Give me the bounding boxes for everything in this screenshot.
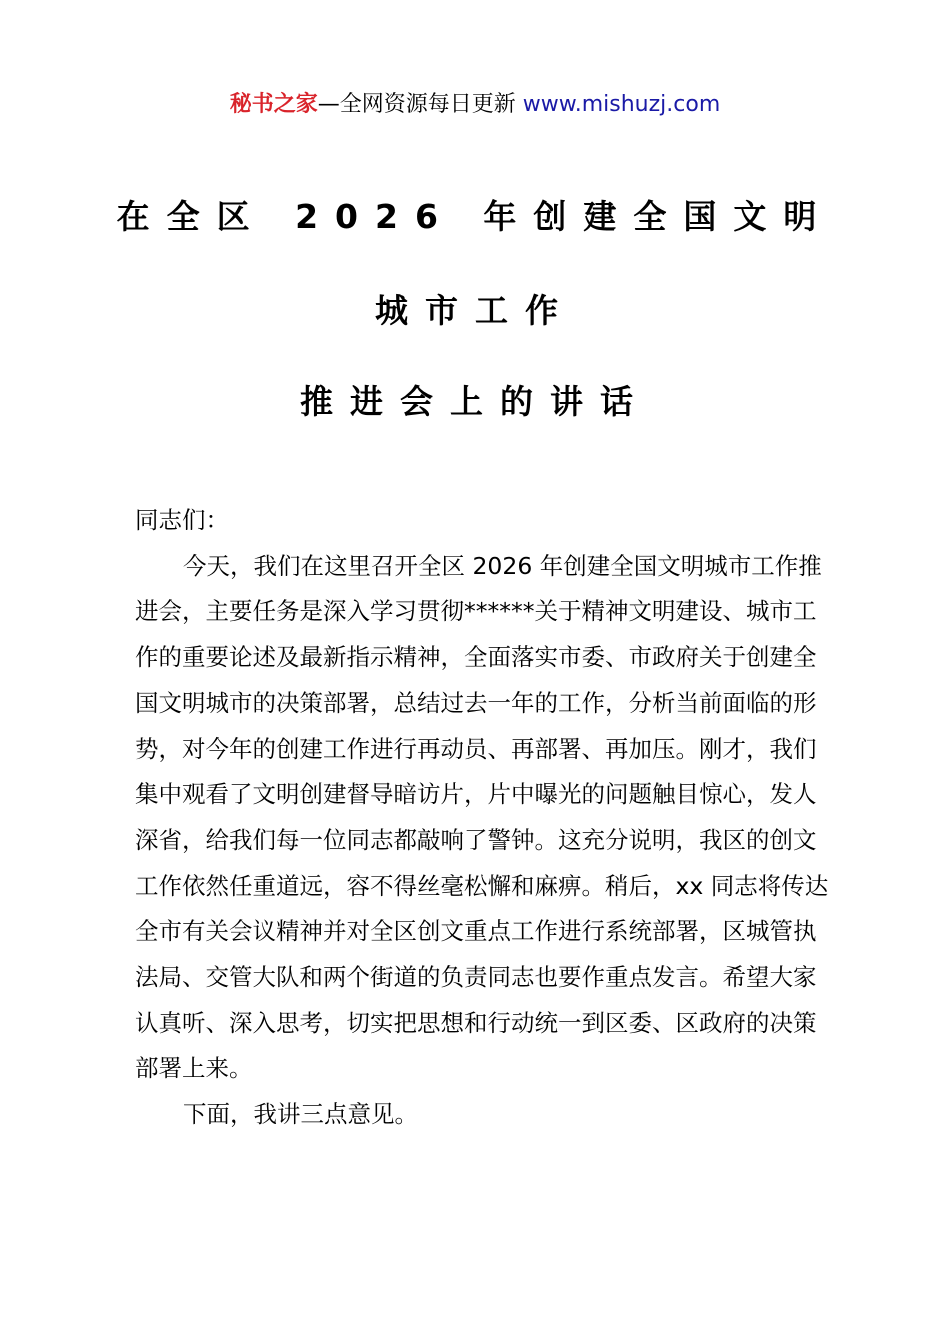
site-url-link[interactable]: www.mishuzj.com <box>522 92 721 117</box>
brand-name: 秘书之家 <box>229 92 318 117</box>
document-body <box>135 498 835 1138</box>
salutation: 同志们： <box>135 506 229 534</box>
document-title-line-1: 在全区 2026 年创建全国文明 <box>116 197 834 236</box>
document-title-line-3: 推进会上的讲话 <box>300 382 650 421</box>
paragraph-2: 下面，我讲三点意见。 <box>183 1100 418 1129</box>
site-header <box>0 88 950 122</box>
paragraph-1: 今天，我们在这里召开全区 2026 年创建全国文明城市工作推进会，主要任务是深入学习贯彻******关于精神文明建设、城市工作的重要论述及最新指示精神，全面落实市委、市政府关于创建全国文明城市的决策部署，总结过去一年的工作，分析当前面临的形势，对今年的创建工作进行再动员、再部署、再加压。刚才，我们集中观看了文明创建督导暗访片，片中曝光的问题触目惊心，发人深省，给我们每一位同志都敲响了警钟。这充分说明，我区的创文工作依然任重道远，容不得丝毫松懈和麻痹。稍后，xx 同志将传达全市有关会议精神并对全区创文重点工作进行系统部署，区城管执法局、交管大队和两个街道的负责同志也要作重点发言。希望大家认真听、深入思考，切实把思想和行动统一到区委、区政府的决策部署上来。 <box>135 551 829 1083</box>
site-tagline: —全网资源每日更新 <box>317 92 516 117</box>
document-title-line-2: 城市工作 <box>375 291 575 330</box>
